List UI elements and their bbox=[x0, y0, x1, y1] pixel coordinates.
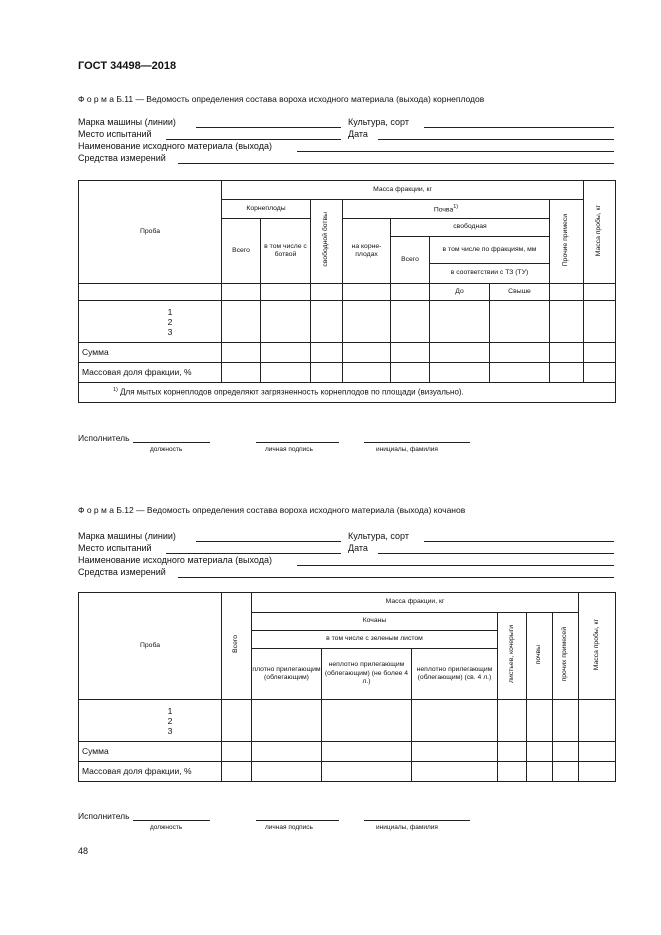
form-b11-date-input[interactable] bbox=[378, 139, 614, 140]
b11-header-over: Свыше bbox=[490, 284, 550, 301]
form-b12-machine-label: Марка машины (линии) bbox=[78, 531, 176, 541]
form-b12-place-label: Место испытаний bbox=[78, 543, 152, 553]
form-b12-title bbox=[78, 505, 465, 515]
b11-signature-input[interactable] bbox=[256, 442, 339, 443]
form-b11-place-label: Место испытаний bbox=[78, 129, 152, 139]
form-b11-material-input[interactable] bbox=[297, 151, 614, 152]
b12-header-soil: почвы bbox=[527, 613, 553, 700]
b12-header-sample-mass: Масса пробы, кг bbox=[579, 593, 616, 700]
table-row bbox=[79, 762, 616, 782]
b11-header-by-fraction: в том числе по фракциям, мм bbox=[430, 237, 550, 264]
form-b12-instruments-input[interactable] bbox=[178, 577, 614, 578]
b12-header-loose1: неплотно прилегающим (облегающим) (не более 4 л.) bbox=[322, 649, 412, 700]
b11-header-probe: Проба bbox=[79, 181, 222, 284]
b12-caption-signature: личная подпись bbox=[265, 824, 313, 831]
b11-header-with-tops: в том числе с ботвой bbox=[261, 219, 311, 284]
form-b11-table bbox=[78, 180, 616, 403]
b11-position-input[interactable] bbox=[133, 442, 210, 443]
b12-header-leaves-stalks: листьев, кочерыги bbox=[498, 613, 527, 700]
table-row bbox=[79, 343, 616, 363]
form-b12-culture-input[interactable] bbox=[424, 541, 614, 542]
form-b11-place-input[interactable] bbox=[166, 139, 341, 140]
form-b11-culture-label: Культура, сорт bbox=[348, 117, 409, 127]
form-b11-instruments-input[interactable] bbox=[178, 163, 614, 164]
form-b12-date-label: Дата bbox=[348, 543, 368, 553]
form-b12-date-input[interactable] bbox=[378, 553, 614, 554]
b12-caption-name: инициалы, фамилия bbox=[376, 824, 438, 831]
b11-header-upto: До bbox=[430, 284, 490, 301]
b12-header-loose2: неплотно прилегающим (облегающим) (св. 4 л.) bbox=[412, 649, 498, 700]
form-b11-machine-input[interactable] bbox=[196, 127, 341, 128]
document-standard-header: ГОСТ 34498—2018 bbox=[78, 60, 177, 72]
b11-header-other-impurities: Прочие примеси bbox=[550, 200, 584, 284]
form-b11-title-prefix: Ф о р м а bbox=[78, 94, 114, 104]
b12-header-other: прочих примесей bbox=[553, 613, 579, 700]
b11-header-sample-mass: Масса пробы, кг bbox=[584, 181, 616, 284]
form-b12-machine-input[interactable] bbox=[196, 541, 341, 542]
form-b11-title-text: Б.11 — Ведомость определения состава вороха исходного материала (выхода) корнеплодов bbox=[116, 94, 485, 104]
b11-header-free: свободная bbox=[391, 219, 550, 237]
b11-header-soil-total: Всего bbox=[391, 237, 430, 284]
table-row bbox=[79, 742, 616, 762]
b11-executor-label: Исполнитель bbox=[78, 433, 130, 443]
b11-row-mass-share: Массовая доля фракции, % bbox=[79, 363, 222, 383]
b12-executor-label: Исполнитель bbox=[78, 811, 130, 821]
b12-rows-numbers: 1 2 3 bbox=[79, 700, 222, 742]
b11-footnote-ref: 1) bbox=[453, 203, 459, 210]
b11-header-per-tu: в соответствии с ТЗ (ТУ) bbox=[430, 264, 550, 284]
b12-signature-input[interactable] bbox=[256, 820, 339, 821]
form-b12-table bbox=[78, 592, 616, 782]
b12-row-sum: Сумма bbox=[79, 742, 222, 762]
b11-header-free-tops: свободной ботвы bbox=[311, 200, 343, 284]
b11-caption-position: должность bbox=[150, 446, 183, 453]
b12-position-input[interactable] bbox=[133, 820, 210, 821]
b11-rows-numbers: 1 2 3 bbox=[79, 301, 222, 343]
form-b12-material-input[interactable] bbox=[297, 565, 614, 566]
form-b11-instruments-label: Средства измерений bbox=[78, 153, 166, 163]
b11-header-root-crops: Корнеплоды bbox=[222, 200, 311, 219]
b11-header-mass-fraction: Масса фракции, кг bbox=[222, 181, 584, 200]
form-b11-culture-input[interactable] bbox=[424, 127, 614, 128]
b12-header-probe: Проба bbox=[79, 593, 222, 700]
table-row bbox=[79, 301, 616, 343]
form-b11-material-label: Наименование исходного материала (выхода) bbox=[78, 141, 272, 151]
form-b12-material-label: Наименование исходного материала (выхода) bbox=[78, 555, 272, 565]
table-row bbox=[79, 700, 616, 742]
b11-header-total: Всего bbox=[222, 219, 261, 284]
b12-header-with-green-leaf: в том числе с зеленым листом bbox=[252, 631, 498, 649]
b12-header-tight: плотно прилегающим (облегающим) bbox=[252, 649, 322, 700]
b11-caption-signature: личная подпись bbox=[265, 446, 313, 453]
table-row bbox=[79, 363, 616, 383]
b11-header-soil: Почва$^{1)}$ bbox=[343, 200, 550, 219]
form-b12-title-text: Б.12 — Ведомость определения состава вороха исходного материала (выхода) кочанов bbox=[116, 505, 466, 515]
form-b12-culture-label: Культура, сорт bbox=[348, 531, 409, 541]
b12-header-heads: Кочаны bbox=[252, 613, 498, 631]
form-b12-title-prefix: Ф о р м а bbox=[78, 505, 114, 515]
form-b11-date-label: Дата bbox=[348, 129, 368, 139]
b11-caption-name: инициалы, фамилия bbox=[376, 446, 438, 453]
b11-header-on-roots: на корне-плодах bbox=[343, 219, 391, 284]
form-b12-instruments-label: Средства измерений bbox=[78, 567, 166, 577]
b12-caption-position: должность bbox=[150, 824, 183, 831]
form-b11-title bbox=[78, 94, 484, 104]
form-b11-machine-label: Марка машины (линии) bbox=[78, 117, 176, 127]
b12-name-input[interactable] bbox=[364, 820, 470, 821]
b12-header-total: Всего bbox=[222, 593, 252, 700]
b11-row-sum: Сумма bbox=[79, 343, 222, 363]
b12-header-mass-fraction: Масса фракции, кг bbox=[252, 593, 579, 613]
b12-row-mass-share: Массовая доля фракции, % bbox=[79, 762, 222, 782]
b11-name-input[interactable] bbox=[364, 442, 470, 443]
b11-footnote: $^{1)}$ Для мытых корнеплодов определяют загрязненность корнеплодов по площади (визуально). bbox=[79, 383, 616, 403]
form-b12-place-input[interactable] bbox=[166, 553, 341, 554]
page-number: 48 bbox=[78, 846, 89, 856]
